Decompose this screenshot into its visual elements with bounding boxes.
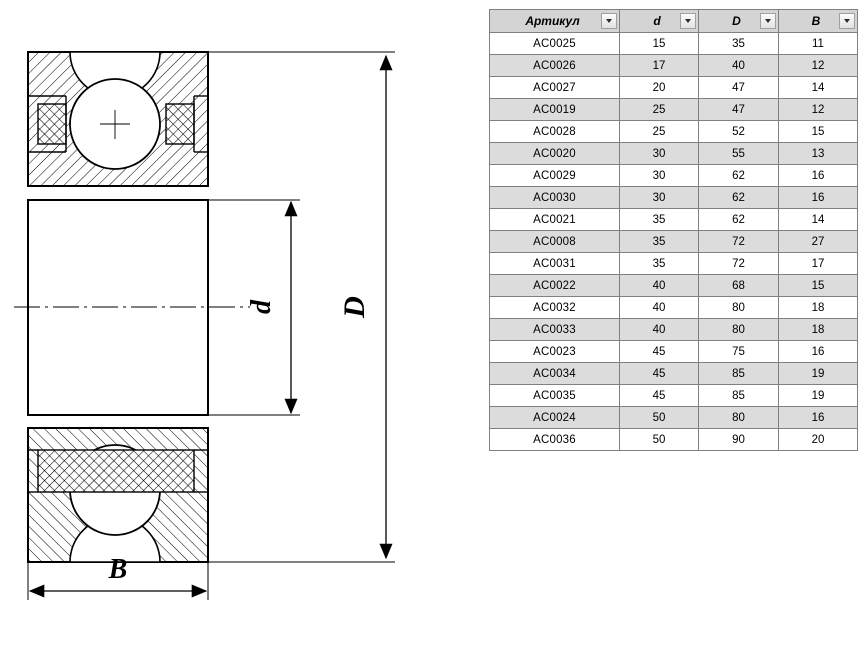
dimension-label-B: B	[108, 554, 128, 585]
cell-B: 19	[779, 363, 858, 385]
cell-D: 52	[699, 121, 779, 143]
cell-art: AC0032	[490, 297, 620, 319]
cell-d: 45	[620, 341, 699, 363]
table-row[interactable]	[490, 165, 858, 187]
cell-D: 55	[699, 143, 779, 165]
table-row[interactable]	[490, 231, 858, 253]
table-row[interactable]	[490, 99, 858, 121]
outer-ring-upper	[28, 52, 208, 186]
cell-D: 47	[699, 99, 779, 121]
table-row[interactable]	[490, 209, 858, 231]
cell-D: 85	[699, 363, 779, 385]
table-row[interactable]	[490, 121, 858, 143]
cell-art: AC0031	[490, 253, 620, 275]
column-header-B-label: B	[811, 14, 821, 28]
cell-B: 16	[779, 187, 858, 209]
cell-D: 68	[699, 275, 779, 297]
cell-d: 20	[620, 77, 699, 99]
cell-B: 16	[779, 165, 858, 187]
cell-B: 14	[779, 209, 858, 231]
cell-art: AC0033	[490, 319, 620, 341]
cell-D: 80	[699, 407, 779, 429]
filter-dropdown-icon-article[interactable]	[601, 13, 617, 29]
filter-dropdown-icon-B[interactable]	[839, 13, 855, 29]
outer-ring-lower	[28, 428, 208, 562]
cell-D: 62	[699, 209, 779, 231]
cell-d: 30	[620, 187, 699, 209]
column-header-d-label: d	[653, 14, 661, 28]
table-row[interactable]	[490, 253, 858, 275]
cell-B: 20	[779, 429, 858, 451]
cell-d: 40	[620, 275, 699, 297]
cell-B: 27	[779, 231, 858, 253]
column-header-d[interactable]	[620, 10, 699, 33]
cell-art: AC0019	[490, 99, 620, 121]
cell-D: 80	[699, 297, 779, 319]
cell-art: AC0027	[490, 77, 620, 99]
dimension-label-d: d	[246, 300, 277, 314]
cell-B: 14	[779, 77, 858, 99]
cell-B: 18	[779, 319, 858, 341]
table-row[interactable]	[490, 275, 858, 297]
table-row[interactable]	[490, 143, 858, 165]
table-row[interactable]	[490, 363, 858, 385]
filter-dropdown-icon-d[interactable]	[680, 13, 696, 29]
cell-d: 35	[620, 231, 699, 253]
cell-D: 75	[699, 341, 779, 363]
cell-d: 25	[620, 121, 699, 143]
cell-art: AC0008	[490, 231, 620, 253]
cell-B: 11	[779, 33, 858, 55]
specifications-table	[489, 9, 858, 451]
cell-D: 35	[699, 33, 779, 55]
bearing-outline	[14, 52, 250, 562]
cell-B: 13	[779, 143, 858, 165]
cell-art: AC0022	[490, 275, 620, 297]
cell-B: 16	[779, 341, 858, 363]
column-header-D-label: D	[732, 14, 741, 28]
cell-d: 40	[620, 319, 699, 341]
table-row[interactable]	[490, 385, 858, 407]
cell-D: 62	[699, 187, 779, 209]
table-row[interactable]	[490, 77, 858, 99]
table-row[interactable]	[490, 55, 858, 77]
cell-d: 30	[620, 165, 699, 187]
table-header-row	[490, 10, 858, 33]
cell-D: 72	[699, 253, 779, 275]
cell-art: AC0034	[490, 363, 620, 385]
column-header-B[interactable]	[779, 10, 858, 33]
cell-art: AC0029	[490, 165, 620, 187]
cell-d: 50	[620, 429, 699, 451]
column-header-article-label: Артикул	[525, 14, 580, 28]
cell-art: AC0036	[490, 429, 620, 451]
cell-d: 15	[620, 33, 699, 55]
cell-B: 16	[779, 407, 858, 429]
cell-art: AC0026	[490, 55, 620, 77]
table-row[interactable]	[490, 319, 858, 341]
cell-d: 45	[620, 385, 699, 407]
cell-d: 35	[620, 209, 699, 231]
column-header-D[interactable]	[699, 10, 779, 33]
cell-B: 15	[779, 275, 858, 297]
cell-B: 19	[779, 385, 858, 407]
dimension-label-D: D	[338, 296, 371, 318]
cell-D: 80	[699, 319, 779, 341]
cell-art: AC0025	[490, 33, 620, 55]
cell-art: AC0028	[490, 121, 620, 143]
table-row[interactable]	[490, 429, 858, 451]
bearing-drawing-panel	[0, 0, 430, 620]
cell-d: 25	[620, 99, 699, 121]
cell-d: 17	[620, 55, 699, 77]
cell-B: 18	[779, 297, 858, 319]
cell-d: 35	[620, 253, 699, 275]
table-row[interactable]	[490, 341, 858, 363]
table-row[interactable]	[490, 407, 858, 429]
cell-d: 30	[620, 143, 699, 165]
cell-D: 85	[699, 385, 779, 407]
table-row[interactable]	[490, 297, 858, 319]
table-row[interactable]	[490, 187, 858, 209]
cell-art: AC0023	[490, 341, 620, 363]
cell-art: AC0020	[490, 143, 620, 165]
column-header-article[interactable]	[490, 10, 620, 33]
cell-art: AC0035	[490, 385, 620, 407]
specifications-table-panel	[489, 9, 857, 451]
cell-art: AC0024	[490, 407, 620, 429]
cell-B: 15	[779, 121, 858, 143]
cell-D: 40	[699, 55, 779, 77]
cell-art: AC0021	[490, 209, 620, 231]
cell-d: 45	[620, 363, 699, 385]
cell-d: 40	[620, 297, 699, 319]
table-row[interactable]	[490, 33, 858, 55]
cell-art: AC0030	[490, 187, 620, 209]
filter-dropdown-icon-D[interactable]	[760, 13, 776, 29]
cell-D: 62	[699, 165, 779, 187]
table-body	[490, 33, 858, 451]
cell-B: 12	[779, 99, 858, 121]
cell-d: 50	[620, 407, 699, 429]
cell-D: 47	[699, 77, 779, 99]
cell-B: 12	[779, 55, 858, 77]
cell-D: 90	[699, 429, 779, 451]
cell-D: 72	[699, 231, 779, 253]
cell-B: 17	[779, 253, 858, 275]
